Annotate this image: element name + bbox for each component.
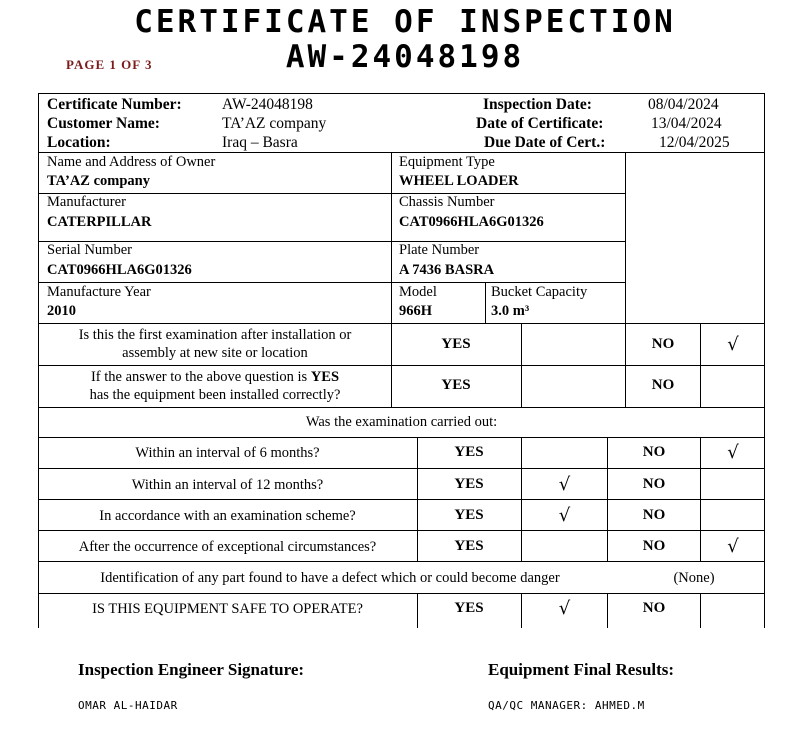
customer-name-label: Customer Name: xyxy=(47,115,160,132)
question-12-months: Within an interval of 12 months? xyxy=(131,477,324,493)
q6-yes: YES xyxy=(454,538,484,554)
due-date-value: 12/04/2025 xyxy=(659,134,730,151)
q4-yes: YES xyxy=(454,476,484,492)
q5-yes: YES xyxy=(454,507,484,523)
q8-no: NO xyxy=(642,600,666,616)
question-6-months: Within an interval of 6 months? xyxy=(135,445,320,461)
location-value: Iraq – Basra xyxy=(222,134,298,151)
examination-heading: Was the examination carried out: xyxy=(305,414,498,430)
q1-yes: YES xyxy=(441,336,471,352)
serial-number-value: CAT0966HLA6G01326 xyxy=(47,262,192,278)
q4-no: NO xyxy=(642,476,666,492)
customer-name-value: TA’AZ company xyxy=(222,115,327,132)
bucket-capacity-label: Bucket Capacity xyxy=(491,284,588,300)
manufacturer-label: Manufacturer xyxy=(47,194,126,210)
q1-no-check-icon: √ xyxy=(727,334,739,355)
question-first-examination: Is this the first examination after installation or assembly at new site or location xyxy=(78,327,352,361)
plate-number-label: Plate Number xyxy=(399,242,480,258)
certificate-date-value: 13/04/2024 xyxy=(651,115,722,132)
q2-yes: YES xyxy=(441,377,471,393)
q6-no-check-icon: √ xyxy=(727,536,739,557)
model-value: 966H xyxy=(399,303,433,319)
q5-yes-check-icon: √ xyxy=(558,505,571,526)
certificate-date-label: Date of Certificate: xyxy=(476,115,604,132)
chassis-number-value: CAT0966HLA6G01326 xyxy=(399,214,544,230)
chassis-number-label: Chassis Number xyxy=(399,194,495,210)
q3-no: NO xyxy=(642,444,666,460)
equipment-type-value: WHEEL LOADER xyxy=(399,173,519,189)
q2-no: NO xyxy=(651,377,675,393)
q6-no: NO xyxy=(642,538,666,554)
qaqc-manager-name: QA/QC MANAGER: AHMED.M xyxy=(488,699,645,712)
question-defect-identification: Identification of any part found to have a defect which or could become danger xyxy=(100,570,560,586)
engineer-signature-title: Inspection Engineer Signature: xyxy=(78,660,305,679)
question-installed-correctly: If the answer to the above question is YES has the equipment been installed correctly? xyxy=(89,369,341,403)
manufacturer-value: CATERPILLAR xyxy=(47,214,152,230)
equipment-type-label: Equipment Type xyxy=(399,154,495,170)
owner-value: TA’AZ company xyxy=(47,173,150,189)
manufacture-year-value: 2010 xyxy=(47,303,76,319)
question-examination-scheme: In accordance with an examination scheme? xyxy=(99,508,356,524)
bucket-capacity-value: 3.0 m³ xyxy=(491,303,530,319)
certificate-title: CERTIFICATE OF INSPECTION xyxy=(134,4,676,40)
due-date-label: Due Date of Cert.: xyxy=(484,134,606,151)
q3-yes: YES xyxy=(454,444,484,460)
certificate-number-title: AW-24048198 xyxy=(285,39,525,75)
certificate-number-value: AW-24048198 xyxy=(222,96,313,113)
inspection-date-label: Inspection Date: xyxy=(483,96,592,113)
owner-label: Name and Address of Owner xyxy=(47,154,216,170)
question-exceptional-circumstances: After the occurrence of exceptional circumstances? xyxy=(78,539,377,555)
location-label: Location: xyxy=(47,134,111,151)
plate-number-value: A 7436 BASRA xyxy=(399,262,495,278)
q5-no: NO xyxy=(642,507,666,523)
question-safe-to-operate: IS THIS EQUIPMENT SAFE TO OPERATE? xyxy=(92,601,363,617)
inspection-date-value: 08/04/2024 xyxy=(648,96,719,113)
defect-answer: (None) xyxy=(673,570,715,586)
model-label: Model xyxy=(399,284,437,300)
serial-number-label: Serial Number xyxy=(47,242,132,258)
manufacture-year-label: Manufacture Year xyxy=(47,284,151,300)
q8-yes-check-icon: √ xyxy=(558,598,571,619)
q3-no-check-icon: √ xyxy=(727,442,739,463)
final-results-title: Equipment Final Results: xyxy=(488,660,675,679)
q8-yes: YES xyxy=(454,600,484,616)
certificate-number-label: Certificate Number: xyxy=(47,96,182,113)
q1-no: NO xyxy=(651,336,675,352)
engineer-name: OMAR AL-HAIDAR xyxy=(78,699,178,712)
page-indicator: PAGE 1 OF 3 xyxy=(66,57,153,72)
q4-yes-check-icon: √ xyxy=(558,474,571,495)
